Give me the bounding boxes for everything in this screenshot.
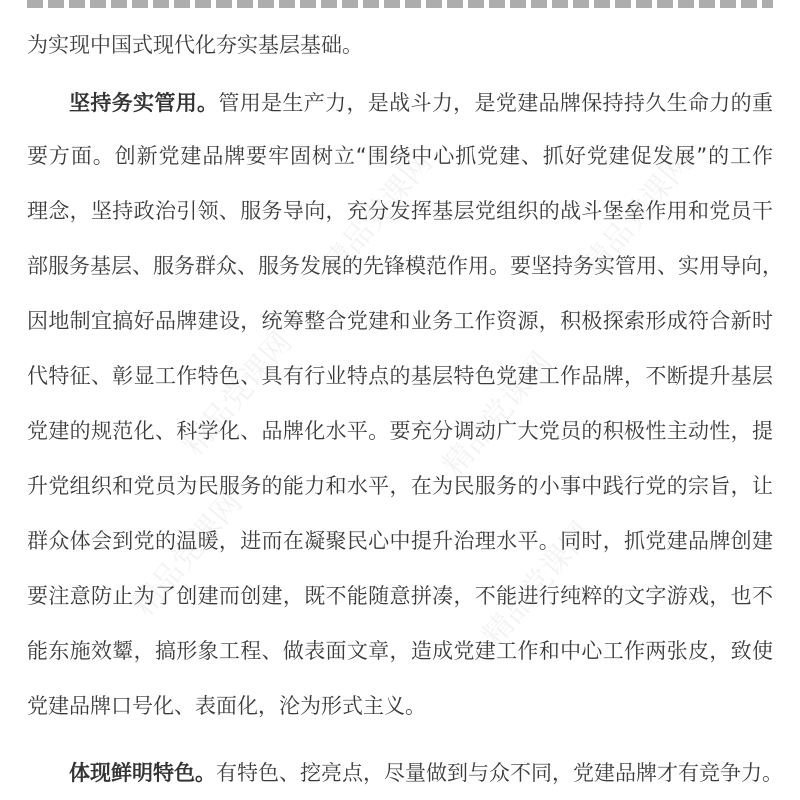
- paragraph-line: 升党组织和党员为民服务的能力和水平，在为民服务的小事中践行党的宗旨，让: [27, 474, 773, 498]
- cut-off-previous-line: [27, 0, 773, 8]
- watermark: 精品党课网: [476, 515, 600, 653]
- paragraph-line: 为实现中国式现代化夯实基层基础。: [27, 33, 363, 57]
- paragraph-line: 理念，坚持政治引领、服务导向，充分发挥基层党组织的战斗堡垒作用和党员干: [27, 199, 773, 223]
- paragraph-line: 体现鲜明特色。有特色、挖亮点，尽量做到与众不同，党建品牌才有竞争力。: [69, 761, 783, 785]
- section-heading: 体现鲜明特色。: [69, 761, 216, 785]
- paragraph-line: 党建品牌口号化、表面化，沦为形式主义。: [27, 694, 426, 718]
- paragraph-line: 要注意防止为了创建而创建，既不能随意拼凑，不能进行纯粹的文字游戏，也不: [27, 584, 773, 608]
- paragraph-line: 群众体会到党的温暖，进而在凝聚民心中提升治理水平。同时，抓党建品牌创建: [27, 529, 773, 553]
- watermark: 精品党课网: [436, 345, 560, 483]
- paragraph-line: 能东施效颦，搞形象工程、做表面文章，造成党建工作和中心工作两张皮，致使: [27, 639, 773, 663]
- paragraph-line: 部服务基层、服务群众、服务发展的先锋模范作用。要坚持务实管用、实用导向，: [27, 254, 783, 278]
- paragraph-line: 要方面。创新党建品牌要牢固树立“围绕中心抓党建、抓好党建促发展”的工作: [27, 144, 773, 168]
- section-heading: 坚持务实管用。: [69, 91, 219, 115]
- paragraph-line: 坚持务实管用。管用是生产力，是战斗力，是党建品牌保持持久生命力的重: [69, 91, 773, 115]
- watermark: 精品党课网: [316, 145, 440, 283]
- watermark: 精品党课网: [126, 485, 250, 623]
- paragraph-line: 党建的规范化、科学化、品牌化水平。要充分调动广大党员的积极性主动性，提: [27, 419, 773, 443]
- paragraph-line: 因地制宜搞好品牌建设，统筹整合党建和业务工作资源，积极探索形成符合新时: [27, 309, 773, 333]
- watermark: 精品党课网: [176, 325, 300, 463]
- paragraph-line: 代特征、彰显工作特色、具有行业特点的基层特色党建工作品牌，不断提升基层: [27, 364, 773, 388]
- watermark: 精品党课网: [576, 145, 700, 283]
